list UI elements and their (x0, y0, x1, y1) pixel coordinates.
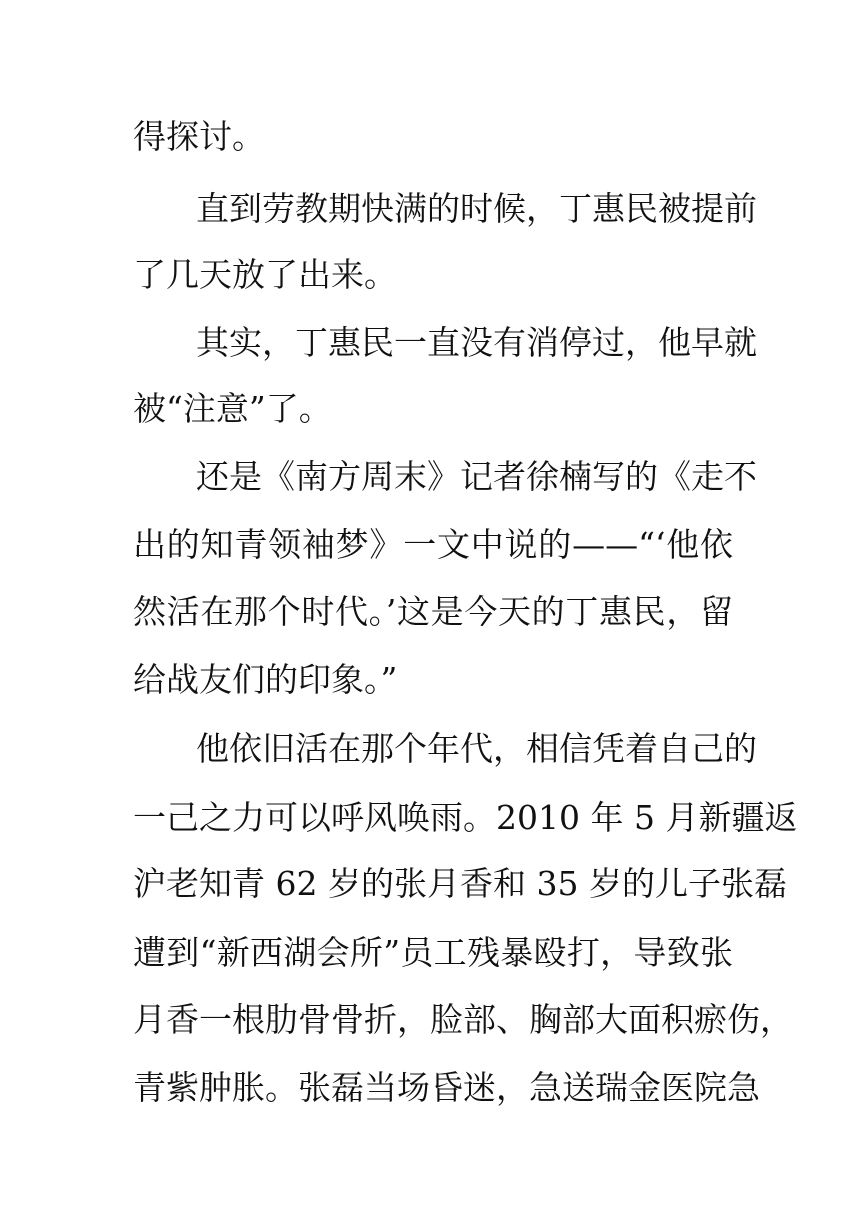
text-line-4: 其实，丁惠民一直没有消停过，他早就 (196, 323, 757, 362)
text-line-8: 然活在那个时代。’这是今天的丁惠民，留 (133, 592, 733, 631)
text-line-5: 被“注意”了。 (133, 389, 332, 428)
text-line-13: 遭到“新西湖会所”员工残暴殴打，导致张 (133, 933, 733, 972)
text-line-6: 还是《南方周末》记者徐楠写的《走不 (196, 457, 757, 496)
text-line-9: 给战友们的印象。” (133, 660, 398, 699)
text-line-2: 直到劳教期快满的时候，丁惠民被提前 (196, 189, 757, 228)
text-line-15: 青紫肿胀。张磊当场昏迷，急送瑞金医院急 (133, 1068, 760, 1107)
text-line-14: 月香一根肋骨骨折，脸部、胸部大面积瘀伤， (133, 1000, 793, 1039)
text-line-10: 他依旧活在那个年代，相信凭着自己的 (196, 729, 757, 768)
text-line-11: 一己之力可以呼风唤雨。2010 年 5 月新疆返 (133, 798, 798, 837)
text-line-3: 了几天放了出来。 (133, 255, 397, 294)
text-line-12: 沪老知青 62 岁的张月香和 35 岁的儿子张磊 (133, 864, 787, 903)
text-line-1: 得探讨。 (133, 117, 265, 156)
text-line-7: 出的知青领袖梦》一文中说的——“‘他依 (133, 525, 733, 564)
